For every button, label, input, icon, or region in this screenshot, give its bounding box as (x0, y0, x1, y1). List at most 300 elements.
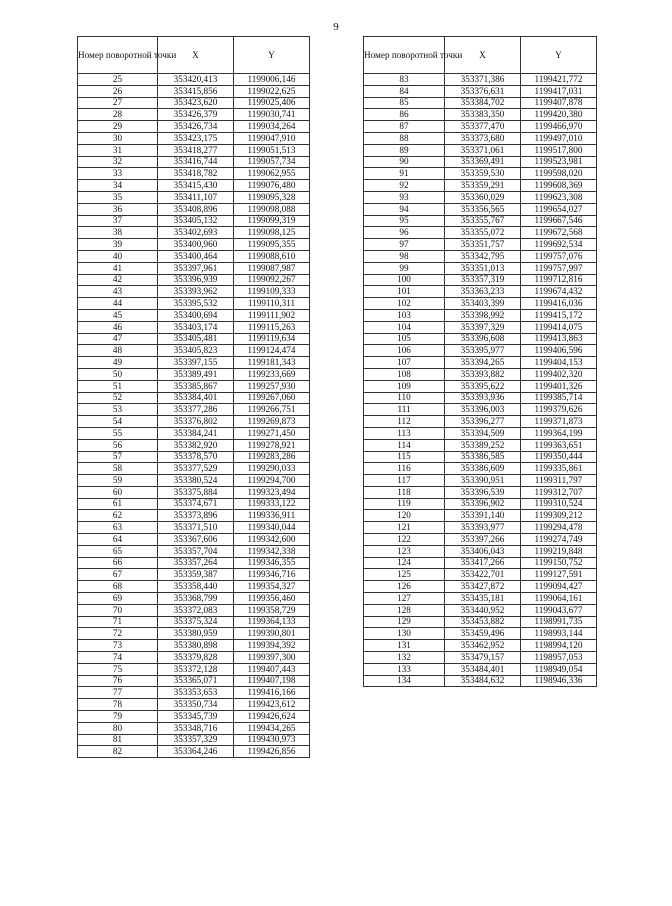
table-row (364, 132, 597, 144)
x-coordinate-cell: 353484,632 (445, 675, 521, 687)
y-coordinate-cell: 1199434,265 (234, 722, 310, 734)
x-coordinate-cell: 353355,072 (445, 227, 521, 239)
table-row (78, 286, 310, 298)
point-number-cell: 108 (364, 368, 445, 380)
y-coordinate-cell: 1199598,020 (521, 168, 597, 180)
y-coordinate-cell: 1199274,749 (521, 534, 597, 546)
x-coordinate-cell: 353417,266 (445, 557, 521, 569)
y-coordinate-cell: 1199278,921 (234, 439, 310, 451)
table-row (364, 298, 597, 310)
x-coordinate-cell: 353427,872 (445, 581, 521, 593)
point-number-cell: 59 (78, 475, 158, 487)
y-coordinate-cell: 1199257,930 (234, 380, 310, 392)
y-coordinate-cell: 1198993,144 (521, 628, 597, 640)
table-row (78, 309, 310, 321)
x-coordinate-cell: 353373,680 (445, 132, 521, 144)
point-number-cell: 95 (364, 215, 445, 227)
y-coordinate-cell: 1199094,427 (521, 581, 597, 593)
x-coordinate-cell: 353396,902 (445, 498, 521, 510)
point-number-cell: 47 (78, 333, 158, 345)
x-coordinate-cell: 353415,430 (158, 180, 234, 192)
table-row (78, 156, 310, 168)
y-coordinate-cell: 1199379,626 (521, 404, 597, 416)
point-number-cell: 31 (78, 144, 158, 156)
table-row (364, 333, 597, 345)
point-number-cell: 55 (78, 427, 158, 439)
table-row (78, 144, 310, 156)
x-coordinate-cell: 353386,585 (445, 451, 521, 463)
table-row (78, 191, 310, 203)
table-row (78, 215, 310, 227)
y-coordinate-cell: 1199064,161 (521, 593, 597, 605)
point-number-cell: 54 (78, 416, 158, 428)
y-coordinate-cell: 1199219,848 (521, 545, 597, 557)
point-number-cell: 85 (364, 97, 445, 109)
y-coordinate-cell: 1198994,120 (521, 640, 597, 652)
y-coordinate-cell: 1199416,166 (234, 687, 310, 699)
x-coordinate-cell: 353371,386 (445, 74, 521, 86)
x-coordinate-cell: 353396,277 (445, 416, 521, 428)
table-row (78, 74, 310, 86)
x-coordinate-cell: 353369,491 (445, 156, 521, 168)
y-coordinate-cell: 1199667,546 (521, 215, 597, 227)
x-coordinate-cell: 353418,782 (158, 168, 234, 180)
y-coordinate-cell: 1199335,861 (521, 463, 597, 475)
y-coordinate-cell: 1199414,075 (521, 321, 597, 333)
x-coordinate-cell: 353395,977 (445, 345, 521, 357)
table-row (78, 628, 310, 640)
point-number-cell: 82 (78, 746, 158, 758)
table-row (78, 262, 310, 274)
table-row (364, 640, 597, 652)
x-coordinate-cell: 353379,828 (158, 652, 234, 664)
table-header-row (78, 37, 310, 74)
x-coordinate-cell: 353380,898 (158, 640, 234, 652)
y-coordinate-cell: 1199076,480 (234, 180, 310, 192)
y-coordinate-cell: 1199290,033 (234, 463, 310, 475)
x-coordinate-cell: 353393,977 (445, 522, 521, 534)
table-row (364, 345, 597, 357)
point-number-cell: 35 (78, 191, 158, 203)
y-coordinate-cell: 1199426,856 (234, 746, 310, 758)
table-row (364, 321, 597, 333)
table-row (78, 392, 310, 404)
point-number-cell: 100 (364, 274, 445, 286)
point-number-cell: 115 (364, 451, 445, 463)
y-coordinate-cell: 1199266,751 (234, 404, 310, 416)
y-coordinate-cell: 1199430,973 (234, 734, 310, 746)
y-coordinate-cell: 1199111,902 (234, 309, 310, 321)
x-coordinate-cell: 353426,734 (158, 121, 234, 133)
x-coordinate-cell: 353359,387 (158, 569, 234, 581)
table-row (78, 250, 310, 262)
table-row (78, 734, 310, 746)
y-coordinate-cell: 1198946,336 (521, 675, 597, 687)
y-coordinate-cell: 1199099,319 (234, 215, 310, 227)
x-coordinate-cell: 353357,329 (158, 734, 234, 746)
y-coordinate-cell: 1199407,878 (521, 97, 597, 109)
x-coordinate-cell: 353391,140 (445, 510, 521, 522)
table-row (364, 250, 597, 262)
header-y: Y (234, 37, 310, 74)
y-coordinate-cell: 1199115,263 (234, 321, 310, 333)
x-coordinate-cell: 353359,291 (445, 180, 521, 192)
table-row (364, 427, 597, 439)
x-coordinate-cell: 353394,509 (445, 427, 521, 439)
point-number-cell: 97 (364, 239, 445, 251)
x-coordinate-cell: 353389,252 (445, 439, 521, 451)
table-row (364, 404, 597, 416)
x-coordinate-cell: 353372,083 (158, 604, 234, 616)
table-row (78, 368, 310, 380)
point-number-cell: 51 (78, 380, 158, 392)
point-number-cell: 61 (78, 498, 158, 510)
y-coordinate-cell: 1199127,591 (521, 569, 597, 581)
x-coordinate-cell: 353377,529 (158, 463, 234, 475)
y-coordinate-cell: 1199043,677 (521, 604, 597, 616)
y-coordinate-cell: 1199342,338 (234, 545, 310, 557)
table-row (364, 286, 597, 298)
x-coordinate-cell: 353342,795 (445, 250, 521, 262)
point-number-cell: 121 (364, 522, 445, 534)
y-coordinate-cell: 1199654,027 (521, 203, 597, 215)
table-row (364, 593, 597, 605)
table-row (364, 357, 597, 369)
y-coordinate-cell: 1199423,612 (234, 699, 310, 711)
point-number-cell: 117 (364, 475, 445, 487)
table-row (364, 439, 597, 451)
table-row (364, 227, 597, 239)
point-number-cell: 36 (78, 203, 158, 215)
x-coordinate-cell: 353397,961 (158, 262, 234, 274)
point-number-cell: 102 (364, 298, 445, 310)
x-coordinate-cell: 353380,524 (158, 475, 234, 487)
header-point-number: Номер поворотной точки (78, 37, 158, 74)
y-coordinate-cell: 1199350,444 (521, 451, 597, 463)
y-coordinate-cell: 1199047,910 (234, 132, 310, 144)
point-number-cell: 67 (78, 569, 158, 581)
point-number-cell: 122 (364, 534, 445, 546)
y-coordinate-cell: 1199364,133 (234, 616, 310, 628)
table-row (78, 640, 310, 652)
table-row (364, 663, 597, 675)
point-number-cell: 73 (78, 640, 158, 652)
x-coordinate-cell: 353371,061 (445, 144, 521, 156)
table-row (78, 557, 310, 569)
y-coordinate-cell: 1199420,380 (521, 109, 597, 121)
point-number-cell: 77 (78, 687, 158, 699)
point-number-cell: 98 (364, 250, 445, 262)
y-coordinate-cell: 1199712,816 (521, 274, 597, 286)
table-row (78, 416, 310, 428)
point-number-cell: 26 (78, 85, 158, 97)
x-coordinate-cell: 353384,241 (158, 427, 234, 439)
x-coordinate-cell: 353358,440 (158, 581, 234, 593)
x-coordinate-cell: 353411,107 (158, 191, 234, 203)
point-number-cell: 113 (364, 427, 445, 439)
point-number-cell: 56 (78, 439, 158, 451)
y-coordinate-cell: 1199269,873 (234, 416, 310, 428)
table-row (78, 298, 310, 310)
table-row (78, 168, 310, 180)
y-coordinate-cell: 1199312,707 (521, 486, 597, 498)
table-row (78, 321, 310, 333)
x-coordinate-cell: 353395,622 (445, 380, 521, 392)
x-coordinate-cell: 353396,939 (158, 274, 234, 286)
table-row (78, 663, 310, 675)
point-number-cell: 84 (364, 85, 445, 97)
y-coordinate-cell: 1199311,797 (521, 475, 597, 487)
table-row (364, 121, 597, 133)
point-number-cell: 96 (364, 227, 445, 239)
x-coordinate-cell: 353416,744 (158, 156, 234, 168)
table-row (78, 593, 310, 605)
x-coordinate-cell: 353402,693 (158, 227, 234, 239)
x-coordinate-cell: 353376,802 (158, 416, 234, 428)
y-coordinate-cell: 1199095,355 (234, 239, 310, 251)
point-number-cell: 87 (364, 121, 445, 133)
table-row (78, 180, 310, 192)
x-coordinate-cell: 353400,960 (158, 239, 234, 251)
point-number-cell: 76 (78, 675, 158, 687)
y-coordinate-cell: 1199426,624 (234, 711, 310, 723)
point-number-cell: 112 (364, 416, 445, 428)
point-number-cell: 116 (364, 463, 445, 475)
point-number-cell: 29 (78, 121, 158, 133)
y-coordinate-cell: 1199517,800 (521, 144, 597, 156)
point-number-cell: 106 (364, 345, 445, 357)
point-number-cell: 32 (78, 156, 158, 168)
point-number-cell: 50 (78, 368, 158, 380)
x-coordinate-cell: 353420,413 (158, 74, 234, 86)
point-number-cell: 129 (364, 616, 445, 628)
point-number-cell: 53 (78, 404, 158, 416)
y-coordinate-cell: 1199385,714 (521, 392, 597, 404)
x-coordinate-cell: 353400,694 (158, 309, 234, 321)
table-row (364, 545, 597, 557)
point-number-cell: 78 (78, 699, 158, 711)
y-coordinate-cell: 1199415,172 (521, 309, 597, 321)
x-coordinate-cell: 353350,734 (158, 699, 234, 711)
x-coordinate-cell: 353384,401 (158, 392, 234, 404)
y-coordinate-cell: 1199109,333 (234, 286, 310, 298)
y-coordinate-cell: 1199346,355 (234, 557, 310, 569)
y-coordinate-cell: 1199416,036 (521, 298, 597, 310)
y-coordinate-cell: 1199119,634 (234, 333, 310, 345)
x-coordinate-cell: 353383,350 (445, 109, 521, 121)
x-coordinate-cell: 353390,951 (445, 475, 521, 487)
table-row (364, 203, 597, 215)
x-coordinate-cell: 353371,510 (158, 522, 234, 534)
point-number-cell: 133 (364, 663, 445, 675)
table-row (78, 439, 310, 451)
y-coordinate-cell: 1199006,146 (234, 74, 310, 86)
x-coordinate-cell: 353376,631 (445, 85, 521, 97)
y-coordinate-cell: 1199087,987 (234, 262, 310, 274)
table-row (364, 581, 597, 593)
table-row (78, 451, 310, 463)
table-row (364, 498, 597, 510)
table-row (364, 262, 597, 274)
x-coordinate-cell: 353453,882 (445, 616, 521, 628)
y-coordinate-cell: 1199267,060 (234, 392, 310, 404)
y-coordinate-cell: 1199022,625 (234, 85, 310, 97)
x-coordinate-cell: 353367,606 (158, 534, 234, 546)
table-row (364, 675, 597, 687)
point-number-cell: 83 (364, 74, 445, 86)
x-coordinate-cell: 353377,470 (445, 121, 521, 133)
table-row (364, 628, 597, 640)
y-coordinate-cell: 1199421,772 (521, 74, 597, 86)
point-number-cell: 72 (78, 628, 158, 640)
y-coordinate-cell: 1198949,054 (521, 663, 597, 675)
point-number-cell: 62 (78, 510, 158, 522)
y-coordinate-cell: 1199358,729 (234, 604, 310, 616)
point-number-cell: 66 (78, 557, 158, 569)
point-number-cell: 65 (78, 545, 158, 557)
point-number-cell: 48 (78, 345, 158, 357)
x-coordinate-cell: 353435,181 (445, 593, 521, 605)
point-number-cell: 63 (78, 522, 158, 534)
x-coordinate-cell: 353400,464 (158, 250, 234, 262)
y-coordinate-cell: 1199356,460 (234, 593, 310, 605)
y-coordinate-cell: 1199309,212 (521, 510, 597, 522)
table-row (78, 746, 310, 758)
table-row (364, 274, 597, 286)
point-number-cell: 92 (364, 180, 445, 192)
table-row (78, 97, 310, 109)
page-number: 9 (333, 21, 339, 33)
y-coordinate-cell: 1199406,596 (521, 345, 597, 357)
y-coordinate-cell: 1199413,863 (521, 333, 597, 345)
y-coordinate-cell: 1199124,474 (234, 345, 310, 357)
point-number-cell: 69 (78, 593, 158, 605)
x-coordinate-cell: 353418,277 (158, 144, 234, 156)
y-coordinate-cell: 1199294,478 (521, 522, 597, 534)
point-number-cell: 128 (364, 604, 445, 616)
point-number-cell: 43 (78, 286, 158, 298)
x-coordinate-cell: 353380,959 (158, 628, 234, 640)
point-number-cell: 64 (78, 534, 158, 546)
table-row (78, 357, 310, 369)
table-row (78, 581, 310, 593)
table-row (78, 121, 310, 133)
point-number-cell: 45 (78, 309, 158, 321)
x-coordinate-cell: 353389,491 (158, 368, 234, 380)
point-number-cell: 105 (364, 333, 445, 345)
table-row (364, 215, 597, 227)
table-row (364, 451, 597, 463)
table-row (364, 534, 597, 546)
coordinates-table-left (77, 36, 310, 758)
point-number-cell: 111 (364, 404, 445, 416)
point-number-cell: 101 (364, 286, 445, 298)
y-coordinate-cell: 1199098,125 (234, 227, 310, 239)
table-row (78, 652, 310, 664)
x-coordinate-cell: 353393,962 (158, 286, 234, 298)
table-row (364, 392, 597, 404)
point-number-cell: 25 (78, 74, 158, 86)
point-number-cell: 88 (364, 132, 445, 144)
y-coordinate-cell: 1199354,327 (234, 581, 310, 593)
table-header-row (364, 37, 597, 74)
point-number-cell: 42 (78, 274, 158, 286)
point-number-cell: 27 (78, 97, 158, 109)
x-coordinate-cell: 353355,767 (445, 215, 521, 227)
table-row (364, 463, 597, 475)
y-coordinate-cell: 1199394,392 (234, 640, 310, 652)
table-row (364, 144, 597, 156)
point-number-cell: 30 (78, 132, 158, 144)
header-x: X (158, 37, 234, 74)
point-number-cell: 49 (78, 357, 158, 369)
x-coordinate-cell: 353405,823 (158, 345, 234, 357)
point-number-cell: 89 (364, 144, 445, 156)
point-number-cell: 52 (78, 392, 158, 404)
point-number-cell: 38 (78, 227, 158, 239)
table-row (78, 722, 310, 734)
y-coordinate-cell: 1199608,369 (521, 180, 597, 192)
table-row (364, 616, 597, 628)
point-number-cell: 33 (78, 168, 158, 180)
point-number-cell: 126 (364, 581, 445, 593)
point-number-cell: 41 (78, 262, 158, 274)
table-row (364, 180, 597, 192)
table-row (364, 380, 597, 392)
point-number-cell: 110 (364, 392, 445, 404)
y-coordinate-cell: 1199402,320 (521, 368, 597, 380)
table-row (364, 97, 597, 109)
x-coordinate-cell: 353384,702 (445, 97, 521, 109)
y-coordinate-cell: 1199672,568 (521, 227, 597, 239)
x-coordinate-cell: 353368,799 (158, 593, 234, 605)
point-number-cell: 93 (364, 191, 445, 203)
table-row (78, 534, 310, 546)
x-coordinate-cell: 353423,620 (158, 97, 234, 109)
table-row (78, 463, 310, 475)
point-number-cell: 94 (364, 203, 445, 215)
table-row (364, 486, 597, 498)
y-coordinate-cell: 1199088,610 (234, 250, 310, 262)
y-coordinate-cell: 1199407,443 (234, 663, 310, 675)
table-row (364, 569, 597, 581)
point-number-cell: 86 (364, 109, 445, 121)
y-coordinate-cell: 1199030,741 (234, 109, 310, 121)
y-coordinate-cell: 1199181,343 (234, 357, 310, 369)
table-row (78, 109, 310, 121)
point-number-cell: 75 (78, 663, 158, 675)
y-coordinate-cell: 1199062,955 (234, 168, 310, 180)
x-coordinate-cell: 353403,399 (445, 298, 521, 310)
x-coordinate-cell: 353374,671 (158, 498, 234, 510)
table-row (78, 345, 310, 357)
x-coordinate-cell: 353360,029 (445, 191, 521, 203)
table-row (78, 132, 310, 144)
point-number-cell: 132 (364, 652, 445, 664)
table-row (364, 156, 597, 168)
y-coordinate-cell: 1199390,801 (234, 628, 310, 640)
y-coordinate-cell: 1199095,328 (234, 191, 310, 203)
y-coordinate-cell: 1199110,311 (234, 298, 310, 310)
x-coordinate-cell: 353357,319 (445, 274, 521, 286)
point-number-cell: 120 (364, 510, 445, 522)
y-coordinate-cell: 1199417,031 (521, 85, 597, 97)
x-coordinate-cell: 353479,157 (445, 652, 521, 664)
y-coordinate-cell: 1199098,088 (234, 203, 310, 215)
header-y: Y (521, 37, 597, 74)
x-coordinate-cell: 353405,481 (158, 333, 234, 345)
x-coordinate-cell: 353375,884 (158, 486, 234, 498)
